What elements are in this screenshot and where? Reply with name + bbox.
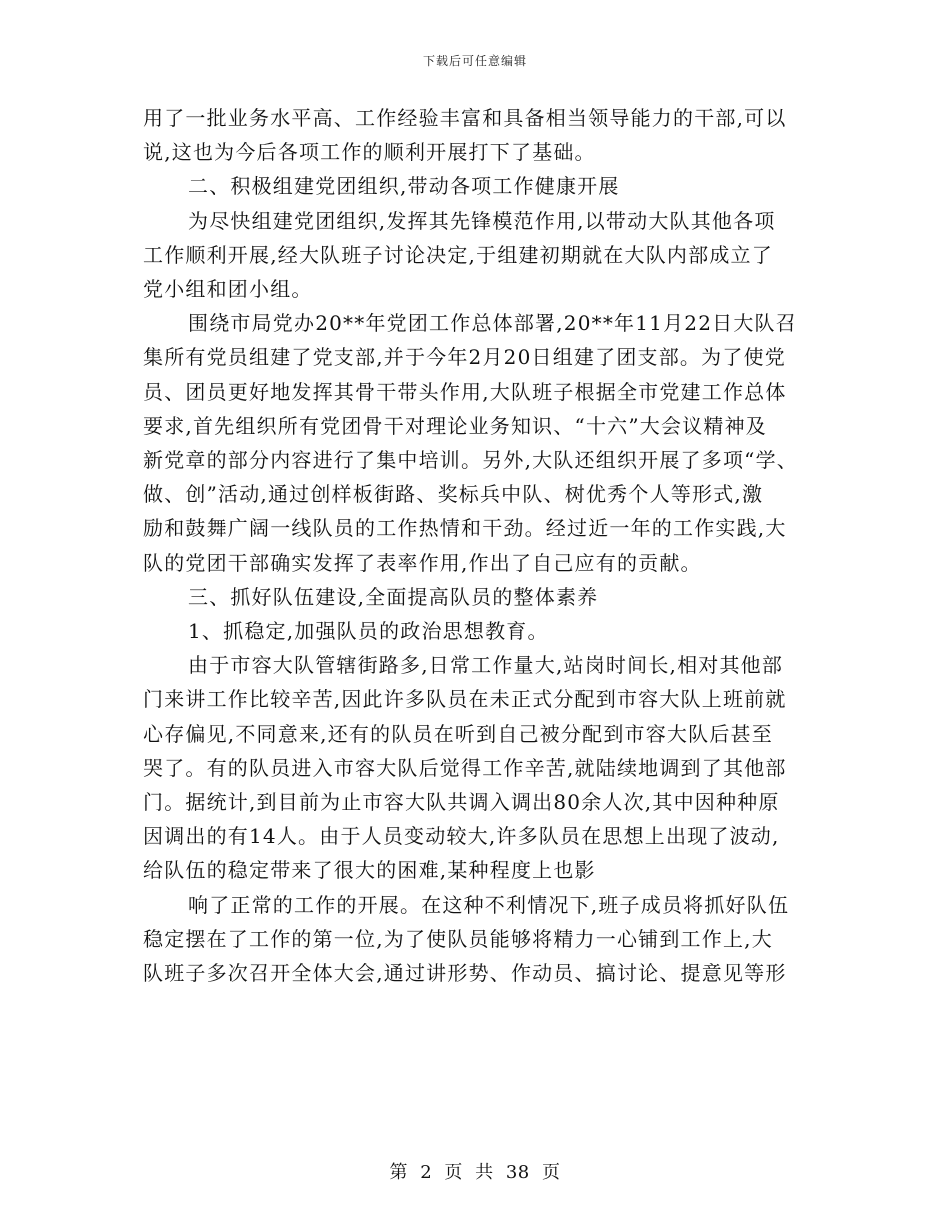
body-line: 心存偏见,不同意来,还有的队员在听到自己被分配到市容大队后甚至 xyxy=(143,721,773,746)
body-line: 新党章的部分内容进行了集中培训。另外,大队还组织开展了多项“学、 xyxy=(143,448,798,472)
body-line: 工作顺利开展,经大队班子讨论决定,于组建初期就在大队内部成立了 xyxy=(143,242,773,267)
body-line: 为尽快组建党团组织,发挥其先锋模范作用,以带动大队其他各项 xyxy=(188,208,776,233)
page-header: 下载后可任意编辑 xyxy=(422,54,527,68)
body-line: 稳定摆在了工作的第一位,为了使队员能够将精力一心铺到工作上,大 xyxy=(143,926,773,951)
body-line: 三、抓好队伍建设,全面提高队员的整体素养 xyxy=(188,584,599,609)
page-footer: 第 2 页 共 38 页 xyxy=(389,1162,561,1183)
body-line: 给队伍的稳定带来了很大的困难,某种程度上也影 xyxy=(143,858,596,883)
body-line: 响了正常的工作的开展。在这种不利情况下,班子成员将抓好队伍 xyxy=(188,892,790,917)
body-line: 二、积极组建党团组织,带动各项工作健康开展 xyxy=(188,174,620,199)
body-line: 员、团员更好地发挥其骨干带头作用,大队班子根据全市党建工作总体 xyxy=(143,379,787,404)
body-line: 要求,首先组织所有党团骨干对理论业务知识、“十六”大会议精神及 xyxy=(143,413,768,438)
body-line: 用了一批业务水平高、工作经验丰富和具备相当领导能力的干部,可以 xyxy=(143,106,787,130)
body-line: 励和鼓舞广阔一线队员的工作热情和干劲。经过近一年的工作实践,大 xyxy=(143,516,787,541)
body-line: 1、抓稳定,加强队员的政治思想教育。 xyxy=(188,619,549,643)
body-line: 集所有党员组建了党支部,并于今年2月20日组建了团支部。为了使党 xyxy=(143,345,786,370)
body-line: 队的党团干部确实发挥了表率作用,作出了自己应有的贡献。 xyxy=(143,550,702,575)
body-line: 做、创”活动,通过创样板街路、奖标兵中队、树优秀个人等形式,激 xyxy=(143,482,764,507)
body-line: 队班子多次召开全体大会,通过讲形势、作动员、搞讨论、提意见等形 xyxy=(143,961,787,985)
body-line: 说,这也为今后各项工作的顺利开展打下了基础。 xyxy=(143,140,596,165)
body-line: 围绕市局党办20**年党团工作总体部署,20**年11月22日大队召 xyxy=(188,311,797,336)
body-line: 因调出的有14人。由于人员变动较大,许多队员在思想上出现了波动, xyxy=(143,824,780,849)
body-line: 哭了。有的队员进入市容大队后觉得工作辛苦,就陆续地调到了其他部 xyxy=(143,755,787,780)
body-line: 门来讲工作比较辛苦,因此许多队员在未正式分配到市容大队上班前就 xyxy=(143,687,787,712)
body-line: 由于市容大队管辖街路多,日常工作量大,站岗时间长,相对其他部 xyxy=(188,653,784,678)
body-line: 门。据统计,到目前为止市容大队共调入调出80余人次,其中因种种原 xyxy=(143,790,780,814)
body-line: 党小组和团小组。 xyxy=(143,277,313,301)
